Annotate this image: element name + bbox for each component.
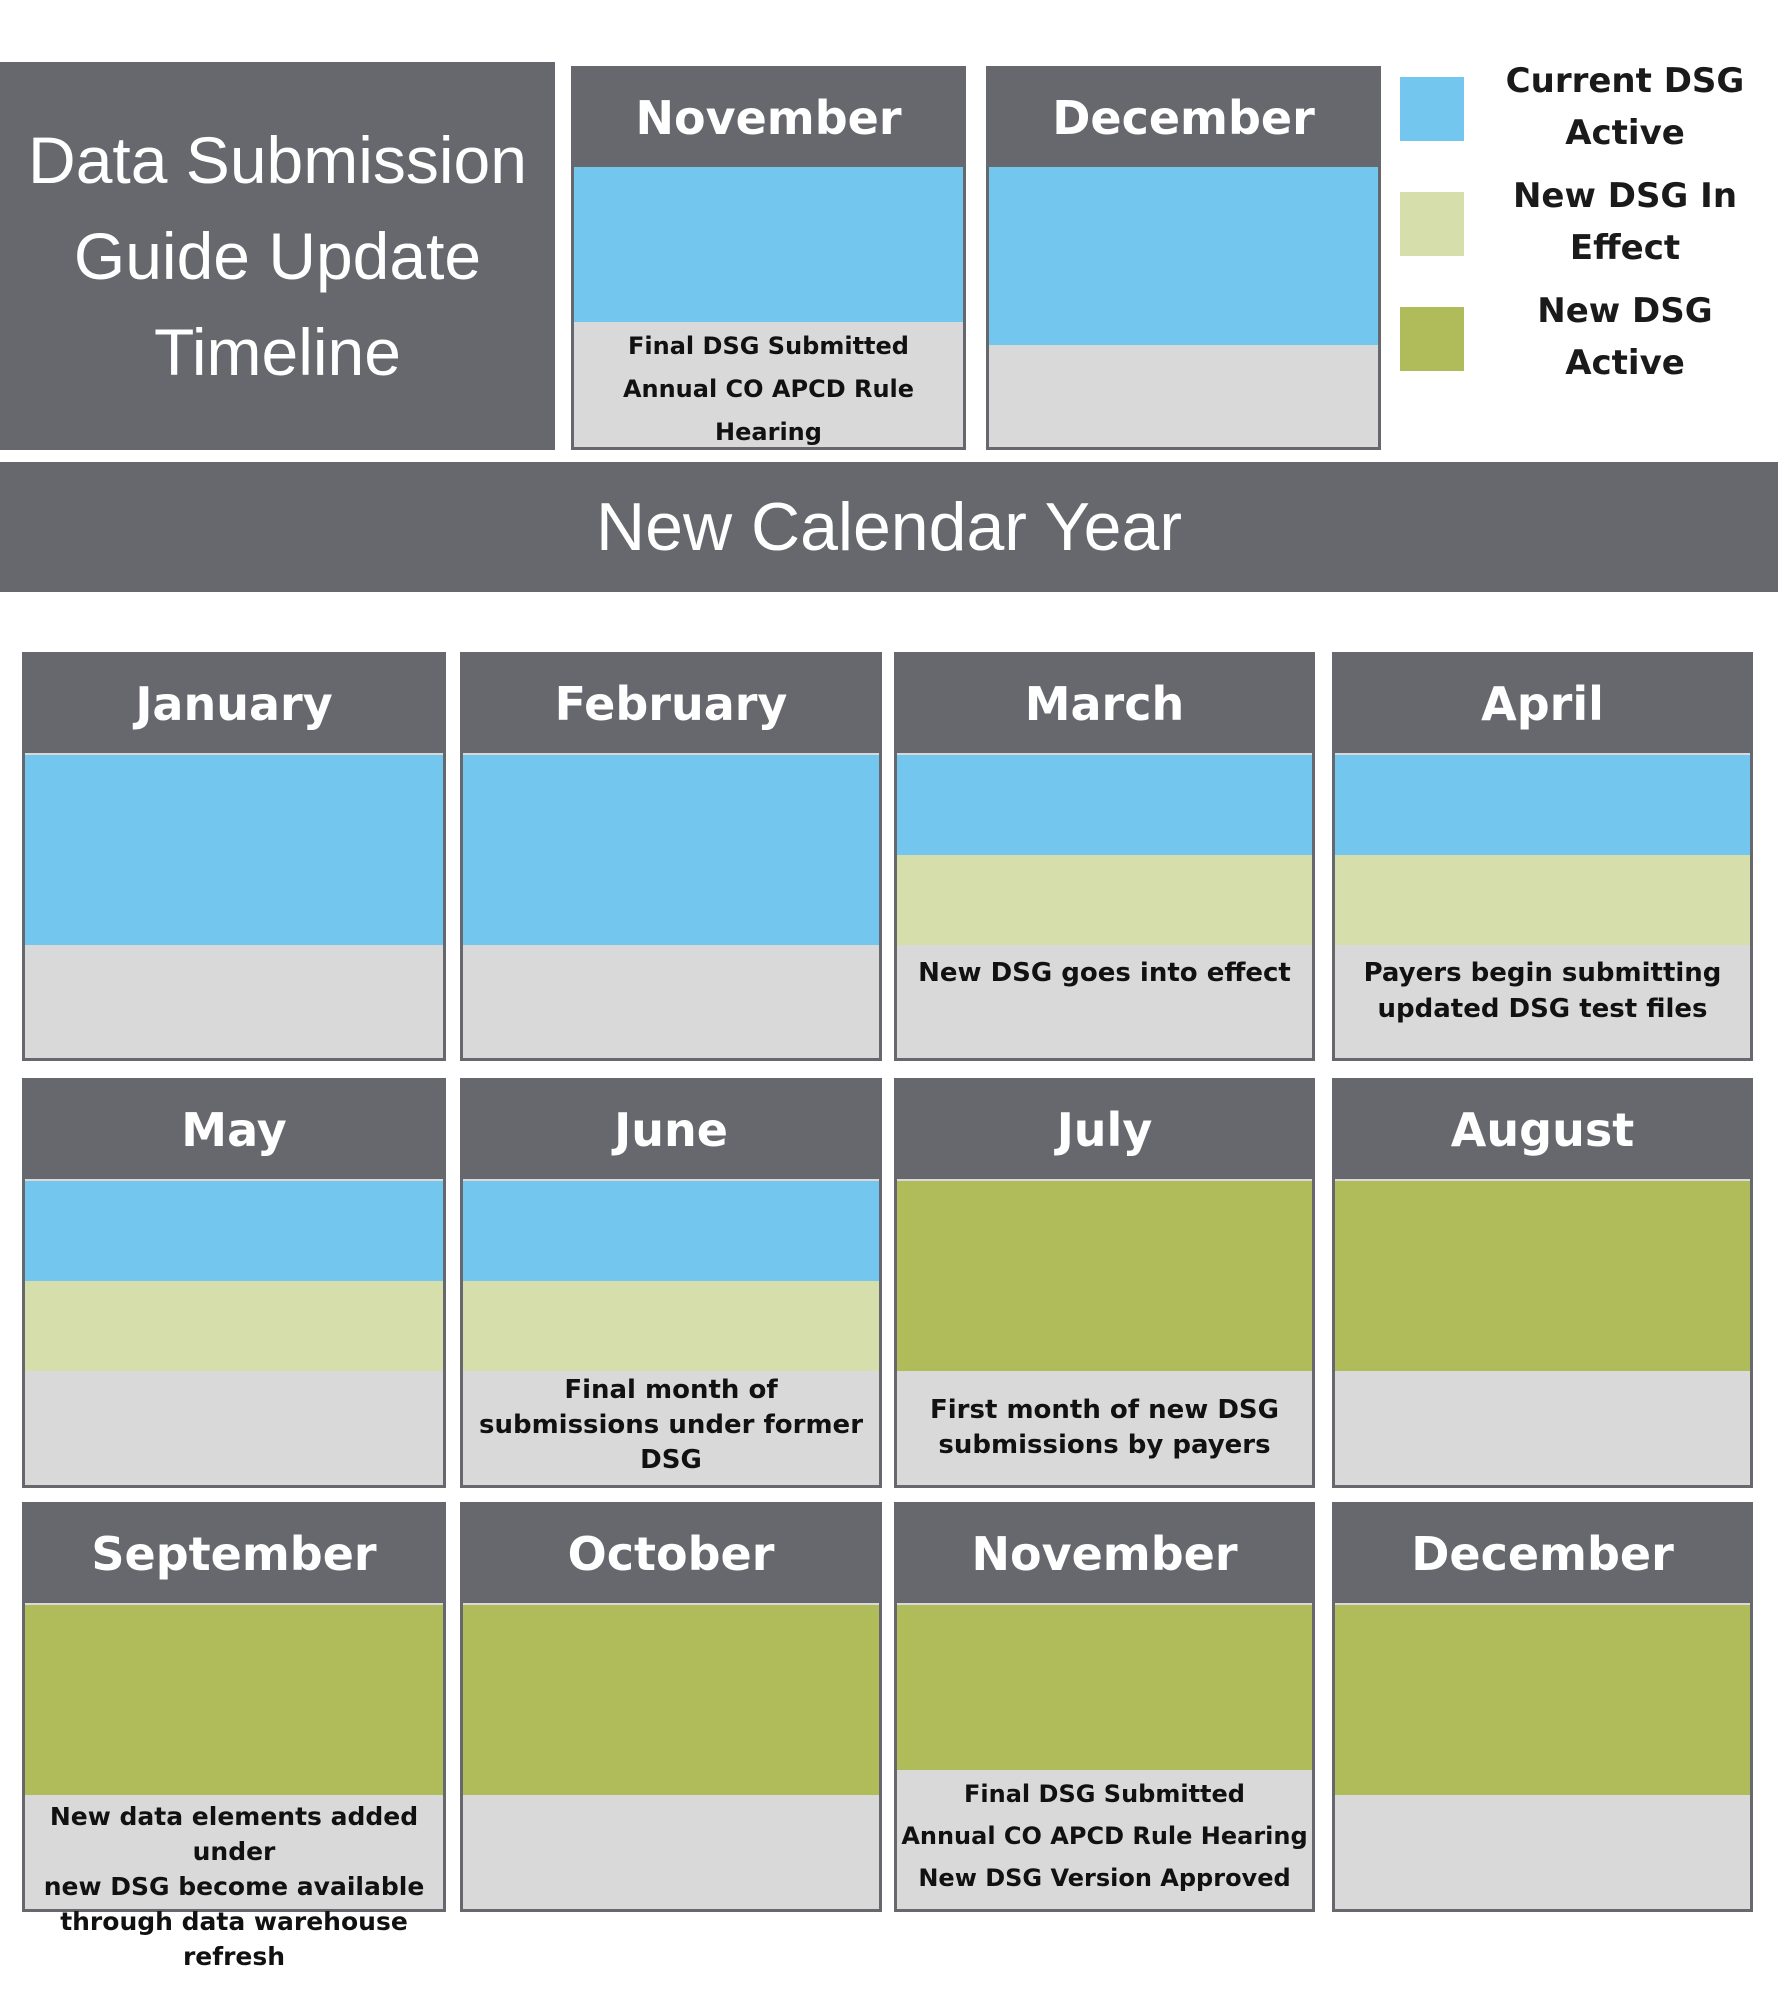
month-note: Final DSG Submitted Annual CO APCD Rule Hearing New DSG Version Approved <box>901 1780 1308 1892</box>
month-note: New DSG goes into effect <box>918 958 1291 988</box>
month-header: January <box>25 655 443 753</box>
month-header: August <box>1335 1081 1750 1179</box>
month-header: April <box>1335 655 1750 753</box>
band-new-dsg-active <box>1335 1605 1750 1795</box>
band-new-dsg-active <box>25 1605 443 1795</box>
legend-label: New DSG In Effect <box>1512 176 1738 268</box>
month-card-november <box>894 1502 1315 1912</box>
month-card-august <box>1332 1078 1753 1488</box>
legend-label: Current DSG Active <box>1505 61 1745 153</box>
title-line-3: Timeline <box>154 315 401 389</box>
legend-item-current-dsg-active <box>1390 55 1778 155</box>
month-note: First month of new DSG submissions by payers <box>930 1395 1279 1460</box>
band-new-dsg-in-effect <box>25 1281 443 1371</box>
month-header: November <box>897 1505 1312 1603</box>
band-new-dsg-in-effect <box>463 1281 879 1371</box>
band-current-dsg-active <box>463 755 879 945</box>
legend-item-new-dsg-in-effect <box>1390 170 1778 270</box>
band-current-dsg-active <box>1335 755 1750 855</box>
month-header: February <box>463 655 879 753</box>
band-current-dsg-active <box>574 167 963 322</box>
month-header: December <box>1335 1505 1750 1603</box>
band-new-dsg-active <box>897 1605 1312 1770</box>
band-new-dsg-in-effect <box>1335 855 1750 945</box>
band-current-dsg-active <box>897 755 1312 855</box>
legend-item-new-dsg-active <box>1390 285 1778 385</box>
band-new-dsg-active <box>1335 1181 1750 1371</box>
title-line-1: Data Submission <box>28 123 527 197</box>
month-card-july <box>894 1078 1315 1488</box>
legend-swatch-blue <box>1400 77 1464 141</box>
month-card-march <box>894 652 1315 1061</box>
month-header: June <box>463 1081 879 1179</box>
legend-swatch-pale-green <box>1400 192 1464 256</box>
band-current-dsg-active <box>25 1181 443 1281</box>
month-card-september <box>22 1502 446 1971</box>
month-note: Final month of submissions under former DSG <box>478 1375 864 1475</box>
month-header: September <box>25 1505 443 1603</box>
title-line-2: Guide Update <box>73 219 482 293</box>
month-card-prior-november <box>571 66 966 450</box>
new-calendar-year-banner: New Calendar Year <box>0 462 1778 592</box>
month-card-june <box>460 1078 882 1488</box>
band-current-dsg-active <box>989 167 1378 345</box>
band-new-dsg-in-effect <box>897 855 1312 945</box>
month-note: Payers begin submitting updated DSG test files <box>1363 958 1722 1024</box>
month-header: July <box>897 1081 1312 1179</box>
legend-swatch-green <box>1400 307 1464 371</box>
month-card-october <box>460 1502 882 1912</box>
month-header: March <box>897 655 1312 753</box>
month-card-may <box>22 1078 446 1488</box>
legend <box>1390 55 1778 400</box>
band-new-dsg-active <box>463 1605 879 1795</box>
month-card-prior-december <box>986 66 1381 450</box>
band-new-dsg-active <box>897 1181 1312 1371</box>
month-note: Final DSG Submitted Annual CO APCD Rule Hearing <box>622 332 915 446</box>
band-current-dsg-active <box>463 1181 879 1281</box>
month-card-december <box>1332 1502 1753 1912</box>
band-current-dsg-active <box>25 755 443 945</box>
month-header: October <box>463 1505 879 1603</box>
month-note: New data elements added under new DSG become available through data warehouse refresh <box>43 1802 425 1971</box>
month-card-february <box>460 652 882 1061</box>
month-card-january <box>22 652 446 1061</box>
timeline-title <box>0 62 555 450</box>
month-header: May <box>25 1081 443 1179</box>
month-header: November <box>574 69 963 167</box>
month-card-april <box>1332 652 1753 1061</box>
month-header: December <box>989 69 1378 167</box>
legend-label: New DSG Active <box>1537 291 1713 383</box>
